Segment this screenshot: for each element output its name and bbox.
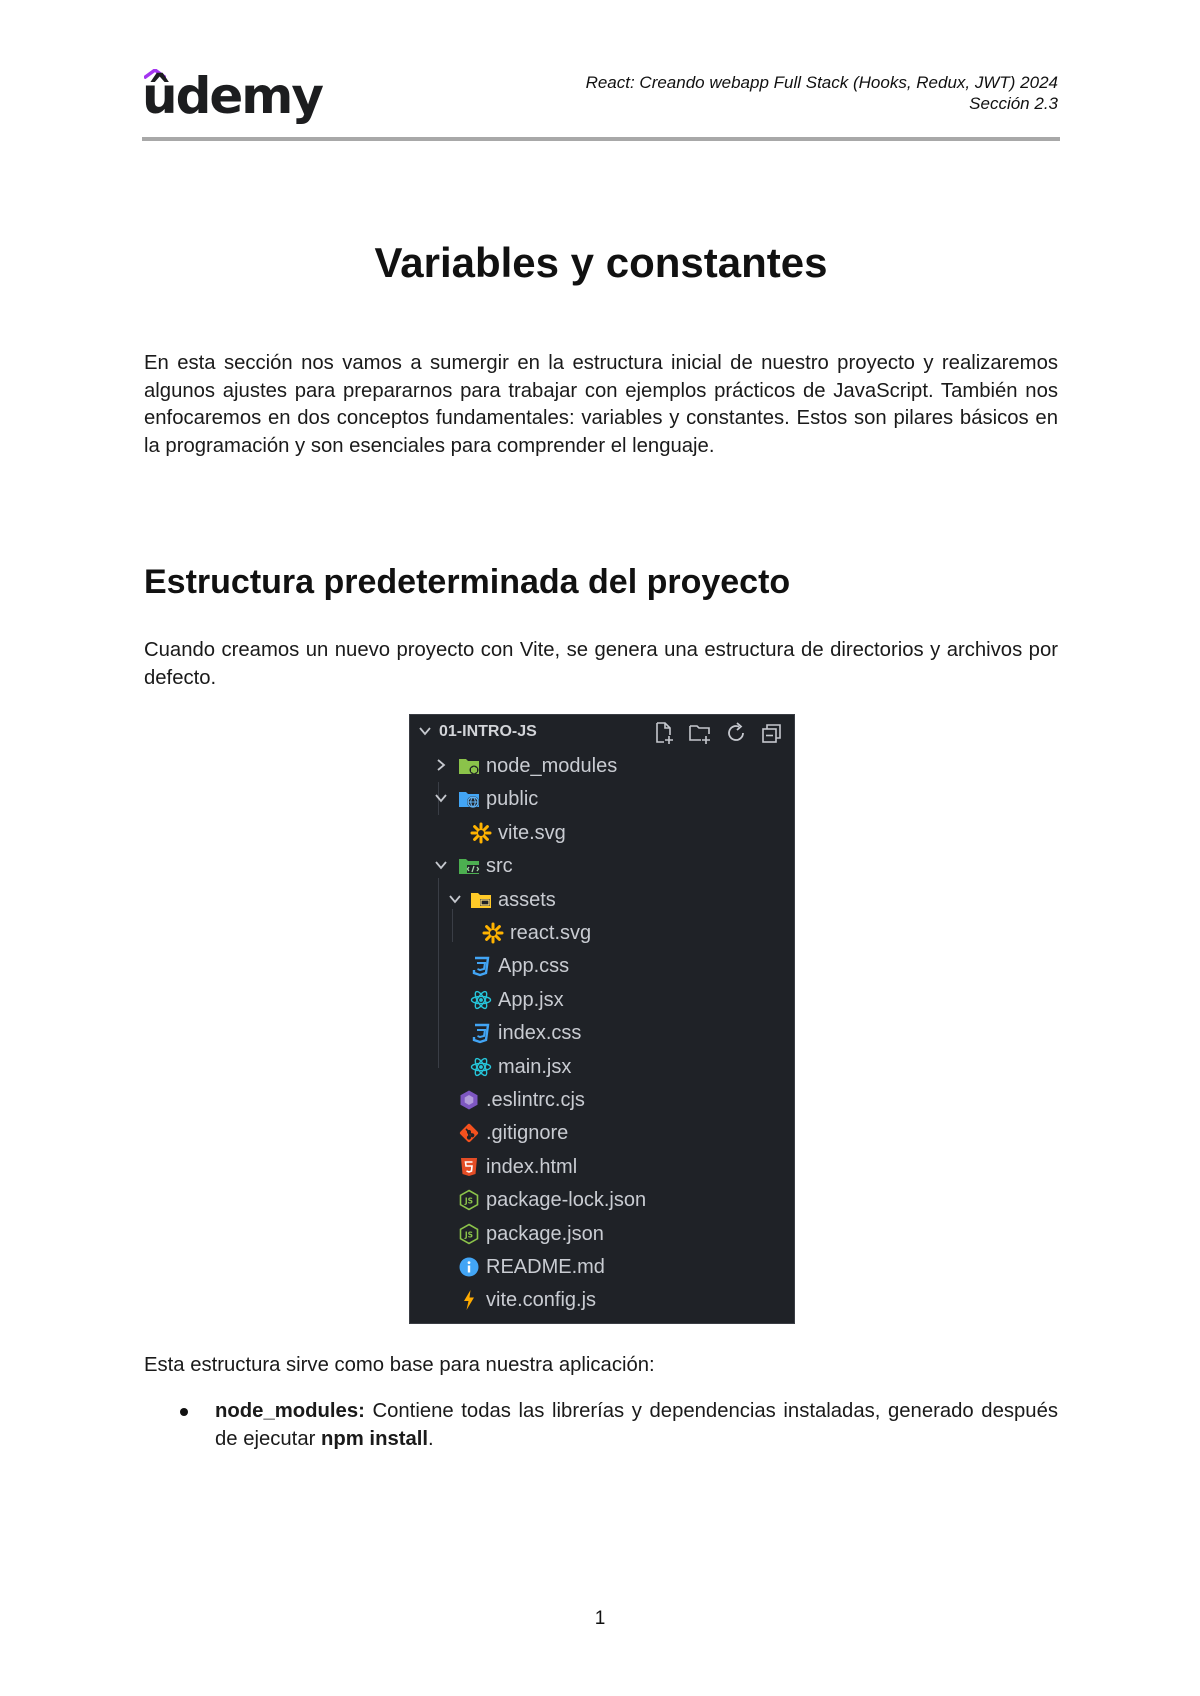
page-number: 1 bbox=[594, 1608, 606, 1629]
explorer-item[interactable] bbox=[410, 1283, 794, 1316]
chevron-right-icon[interactable] bbox=[433, 757, 449, 773]
bullet-list bbox=[144, 1398, 1058, 1453]
explorer-item-label: App.css bbox=[498, 955, 570, 978]
explorer-item-label: package-lock.json bbox=[486, 1189, 647, 1212]
explorer-item-label: src bbox=[486, 855, 513, 878]
css-icon bbox=[470, 1022, 492, 1044]
logo-text: ûdemy bbox=[142, 67, 322, 125]
explorer-item[interactable] bbox=[410, 983, 794, 1016]
list-item-end: . bbox=[428, 1427, 434, 1450]
explorer-item-label: assets bbox=[498, 888, 556, 911]
explorer-item[interactable] bbox=[410, 816, 794, 849]
public-folder-icon bbox=[458, 788, 480, 810]
chevron-down-icon[interactable] bbox=[447, 891, 463, 907]
explorer-item[interactable] bbox=[410, 883, 794, 916]
chevron-down-icon[interactable] bbox=[433, 790, 449, 806]
page-title: Variables y constantes bbox=[374, 239, 828, 286]
explorer-root-label: 01-INTRO-JS bbox=[439, 723, 537, 740]
document-header bbox=[586, 72, 1058, 114]
chevron-down-icon bbox=[417, 723, 433, 739]
explorer-item-label: main.jsx bbox=[498, 1055, 572, 1078]
svg-icon bbox=[470, 822, 492, 844]
list-item-text: Contiene todas las librerías y dependencias instaladas, generado después de ejecutar bbox=[215, 1400, 1058, 1450]
git-icon bbox=[458, 1122, 480, 1144]
course-title: React: Creando webapp Full Stack (Hooks, Redux, JWT) 2024 bbox=[585, 73, 1058, 92]
explorer-item-label: .gitignore bbox=[486, 1122, 569, 1145]
nodejs-icon bbox=[458, 1189, 480, 1211]
explorer-item[interactable] bbox=[410, 949, 794, 982]
new-folder-icon bbox=[688, 721, 712, 745]
css-icon bbox=[470, 955, 492, 977]
explorer-item-label: .eslintrc.cjs bbox=[486, 1089, 585, 1111]
svg-text:JS: JS bbox=[464, 1230, 474, 1240]
bullet-icon bbox=[180, 1408, 188, 1416]
svg-text:JS: JS bbox=[464, 1196, 474, 1206]
explorer-item-label: index.css bbox=[498, 1022, 582, 1045]
react-icon bbox=[470, 989, 492, 1011]
explorer-item[interactable] bbox=[410, 916, 794, 949]
explorer-toolbar bbox=[652, 721, 784, 745]
section-number: Sección 2.3 bbox=[969, 94, 1058, 113]
section-heading: Estructura predeterminada del proyecto bbox=[144, 563, 791, 601]
udemy-logo bbox=[142, 66, 322, 126]
explorer-item[interactable] bbox=[410, 1016, 794, 1049]
react-icon bbox=[470, 1056, 492, 1078]
explorer-item-label: package.json bbox=[486, 1222, 604, 1245]
explorer-item[interactable] bbox=[410, 1083, 794, 1116]
section-intro-paragraph: Cuando creamos un nuevo proyecto con Vite, se genera una estructura de directorios y archivos por defecto. bbox=[144, 639, 1058, 689]
assets-folder-icon bbox=[470, 889, 492, 911]
explorer-item-label: index.html bbox=[486, 1155, 578, 1178]
new-file-icon bbox=[652, 721, 676, 745]
explorer-item[interactable] bbox=[410, 782, 794, 815]
explorer-item-label: public bbox=[486, 788, 539, 811]
explorer-item[interactable] bbox=[410, 1050, 794, 1083]
explorer-item-label: vite.config.js bbox=[486, 1289, 597, 1312]
explorer-item-label: node_modules bbox=[486, 755, 618, 777]
explorer-item[interactable] bbox=[410, 1250, 794, 1283]
explorer-header bbox=[410, 715, 794, 749]
intro-paragraph: En esta sección nos vamos a sumergir en la estructura inicial de nuestro proyecto y realizaremos algunos ajustes para prepararnos para trabajar con ejemplos prácticos de JavaScript. También nos enfocaremos en dos conceptos fundamentales: variables y constantes. Estos son pilares básicos en la programación y son esenciales para comprender el lenguaje. bbox=[144, 352, 1058, 457]
list-item bbox=[144, 1398, 1058, 1453]
refresh-icon bbox=[724, 721, 748, 745]
explorer-item[interactable] bbox=[410, 749, 794, 782]
base-sentence: Esta estructura sirve como base para nuestra aplicación: bbox=[144, 1354, 655, 1376]
info-icon bbox=[458, 1256, 480, 1278]
explorer-item-label: react.svg bbox=[510, 922, 592, 944]
explorer-item-label: README.md bbox=[486, 1256, 605, 1278]
explorer-item-label: App.jsx bbox=[498, 988, 564, 1011]
header-divider bbox=[142, 137, 1060, 141]
explorer-item[interactable] bbox=[410, 1217, 794, 1250]
explorer-item[interactable] bbox=[410, 1183, 794, 1216]
list-item-command: npm install bbox=[320, 1427, 429, 1450]
explorer-item[interactable] bbox=[410, 849, 794, 882]
file-explorer-screenshot bbox=[409, 714, 795, 1324]
node-folder-icon bbox=[458, 755, 480, 777]
explorer-item[interactable] bbox=[410, 1150, 794, 1183]
vite-icon bbox=[458, 1289, 480, 1311]
html-icon bbox=[458, 1156, 480, 1178]
svg-icon bbox=[482, 922, 504, 944]
nodejs-icon bbox=[458, 1223, 480, 1245]
eslint-icon bbox=[458, 1089, 480, 1111]
explorer-item[interactable] bbox=[410, 1116, 794, 1149]
list-item-term: node_modules: bbox=[215, 1400, 365, 1422]
src-folder-icon bbox=[458, 855, 480, 877]
chevron-down-icon[interactable] bbox=[433, 857, 449, 873]
collapse-all-icon bbox=[760, 721, 784, 745]
explorer-item-label: vite.svg bbox=[498, 821, 566, 844]
